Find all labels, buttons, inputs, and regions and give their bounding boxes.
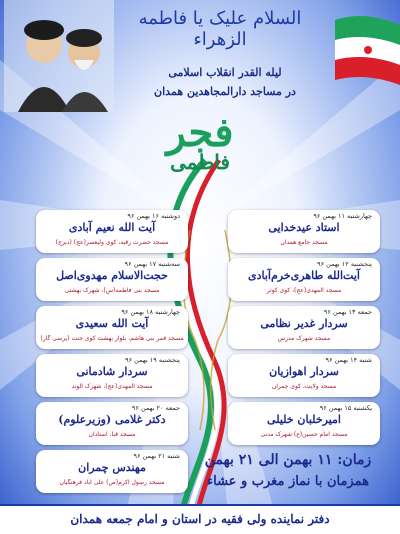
event-date: دوشنبه ۱۶ بهمن ۹۶ [127,212,180,220]
event-card [36,450,188,493]
speaker-name: امیرخلبان خلیلی [267,413,341,426]
event-date: جمعه ۲۰ بهمن ۹۶ [131,404,180,412]
speaker-name: حجت‌الاسلام مهدوی‌اصل [56,269,168,282]
event-location: مسجد رسول اکرم(ص) علی آباد فرهنگیان [59,479,165,486]
speaker-name: آیت‌الله طاهری‌خرم‌آبادی [248,269,360,282]
event-date: یکشنبه ۱۵ بهمن ۹۶ [319,404,372,412]
event-date: شنبه ۱۴ بهمن ۹۶ [325,356,372,364]
event-card [36,402,188,445]
event-date: پنجشنبه ۱۲ بهمن ۹۶ [317,260,372,268]
sponsor-strip [0,504,400,534]
event-date: شنبه ۲۱ بهمن ۹۶ [133,452,180,460]
event-time-range: زمان: ۱۱ بهمن الی ۲۱ بهمن [204,452,372,468]
speaker-name: دکتر غلامی (وزیرعلوم) [58,413,166,426]
speaker-name: آیت الله نعیم آبادی [68,221,156,234]
header-line-2: در مساجد دارالمجاهدین همدان [154,85,296,98]
fatemi-subtitle: فاطمی [170,150,230,174]
speaker-name: استاد عیدخدایی [268,221,340,234]
speaker-name: سردار شادمانی [76,365,148,378]
event-card [228,258,380,301]
event-card [228,402,380,445]
event-card [36,354,188,397]
event-prayer-note: همزمان با نماز مغرب و عشاء [207,474,369,489]
event-location: مسجد قمر بنی هاشم، بلوار بهشت کوی جنت (پرسی گاز) [40,335,184,342]
event-location: مسجد قبا، استادان [88,431,136,438]
event-date: جمعه ۱۳ بهمن ۹۶ [323,308,372,316]
event-card [36,210,188,253]
event-location: مسجد المهدی(عج)، شهرک الوند [71,383,153,390]
event-card [228,210,380,253]
speaker-name: مهندس چمران [78,461,146,474]
event-date: پنجشنبه ۱۹ بهمن ۹۶ [125,356,180,364]
event-card [36,258,188,301]
header-calligraphy: السلام علیک یا فاطمه الزهراء [138,8,302,50]
event-location: مسجد المهدی(عج)، کوی کوثر [266,287,342,294]
event-location: مسجد شهرک مدرس [277,335,331,342]
event-location: مسجد حضرت رقیه، کوی ولیعصر(عج) (دیزج) [55,239,169,246]
speaker-name: سردار اهوازیان [269,365,339,378]
speaker-name: سردار غدیر نظامی [260,317,348,330]
event-date: چهارشنبه ۱۸ بهمن ۹۶ [121,308,180,316]
sponsor-text: دفتر نماینده ولی فقیه در استان و امام جمعه همدان [70,512,330,526]
event-location: مسجد امام حسین(ع) شهرک مدنی [260,431,348,438]
header-line-1: لیله القدر انقلاب اسلامی [168,66,282,79]
event-location: مسجد ولایت، کوی چمران [271,383,337,390]
event-card [228,354,380,397]
fajr-title: فجر [166,109,234,156]
event-date: سه‌شنبه ۱۷ بهمن ۹۶ [124,260,180,268]
event-date: چهارشنبه ۱۱ بهمن ۹۶ [313,212,372,220]
event-location: مسجد بنی فاطمه(س)، شهرک بهشتی [64,287,160,294]
event-location: مسجد جامع همدان [280,239,328,246]
speaker-name: آیت الله سعیدی [75,317,149,330]
event-card [36,306,188,349]
event-card [228,306,380,349]
